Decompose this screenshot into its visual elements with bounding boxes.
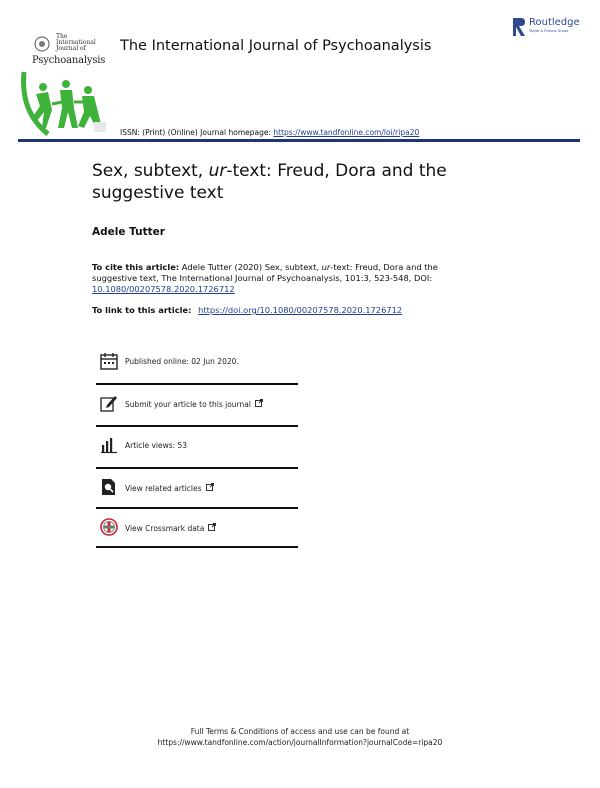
article-title: Sex, subtext, ur-text: Freud, Dora and the suggestive text	[92, 161, 447, 203]
journal-title: The International Journal of Psychoanalysis	[120, 38, 432, 54]
publisher-logo	[513, 16, 593, 38]
doi-link[interactable]: 10.1080/00207578.2020.1726712	[92, 284, 235, 294]
submit-article-row[interactable]	[96, 385, 298, 425]
journal-cover	[18, 32, 110, 136]
published-row	[96, 343, 298, 383]
bar-chart-icon	[100, 436, 118, 454]
cover-title: Psychoanalysis	[32, 55, 106, 66]
issn-label: ISSN: (Print) (Online) Journal homepage:	[120, 128, 272, 137]
cite-label: To cite this article:	[92, 262, 180, 272]
external-link-icon	[208, 523, 216, 531]
cover-small-title: The International Journal of	[56, 33, 96, 52]
external-link-icon	[206, 483, 214, 491]
published-date: Published online: 02 Jun 2020.	[125, 357, 239, 366]
related-articles-row[interactable]	[96, 469, 298, 509]
terms-url[interactable]: https://www.tandfonline.com/action/journalInformation?journalCode=ripa20	[157, 738, 443, 747]
link-label: To link to this article:	[92, 305, 192, 315]
article-doi-url[interactable]: https://doi.org/10.1080/00207578.2020.1726712	[198, 305, 403, 315]
terms-line: Full Terms & Conditions of access and use can be found at	[190, 727, 410, 736]
calendar-icon	[100, 352, 118, 370]
crossmark-link[interactable]: View Crossmark data	[125, 523, 216, 533]
crossmark-icon	[100, 518, 118, 536]
search-document-icon	[100, 478, 118, 496]
header-divider	[18, 139, 580, 142]
journal-homepage-link[interactable]: https://www.tandfonline.com/loi/ripa20	[273, 128, 420, 137]
external-link-icon	[255, 399, 263, 407]
views-row	[96, 427, 298, 467]
related-articles-link[interactable]: View related articles	[125, 483, 214, 493]
publisher-name: Routledge	[529, 17, 580, 28]
routledge-r-icon	[513, 16, 527, 38]
publisher-group: Taylor & Francis Group	[529, 29, 569, 33]
citation-block: To cite this article: Adele Tutter (2020) Sex, subtext, ur-text: Freud, Dora and the suggestive text, The International Journal of Psychoanalysis, 101:3, 523-548, DOI: 10.1080/00207578.2020.1726712	[92, 262, 438, 294]
link-to-article	[92, 305, 402, 315]
terms-footer	[0, 726, 600, 748]
author-name: Adele Tutter	[92, 226, 165, 238]
issn-line	[120, 128, 419, 137]
article-views: Article views: 53	[125, 441, 188, 450]
submit-article-link[interactable]: Submit your article to this journal	[125, 399, 263, 409]
edit-icon	[100, 394, 118, 412]
crossmark-row[interactable]	[96, 509, 298, 549]
divider	[96, 546, 298, 548]
